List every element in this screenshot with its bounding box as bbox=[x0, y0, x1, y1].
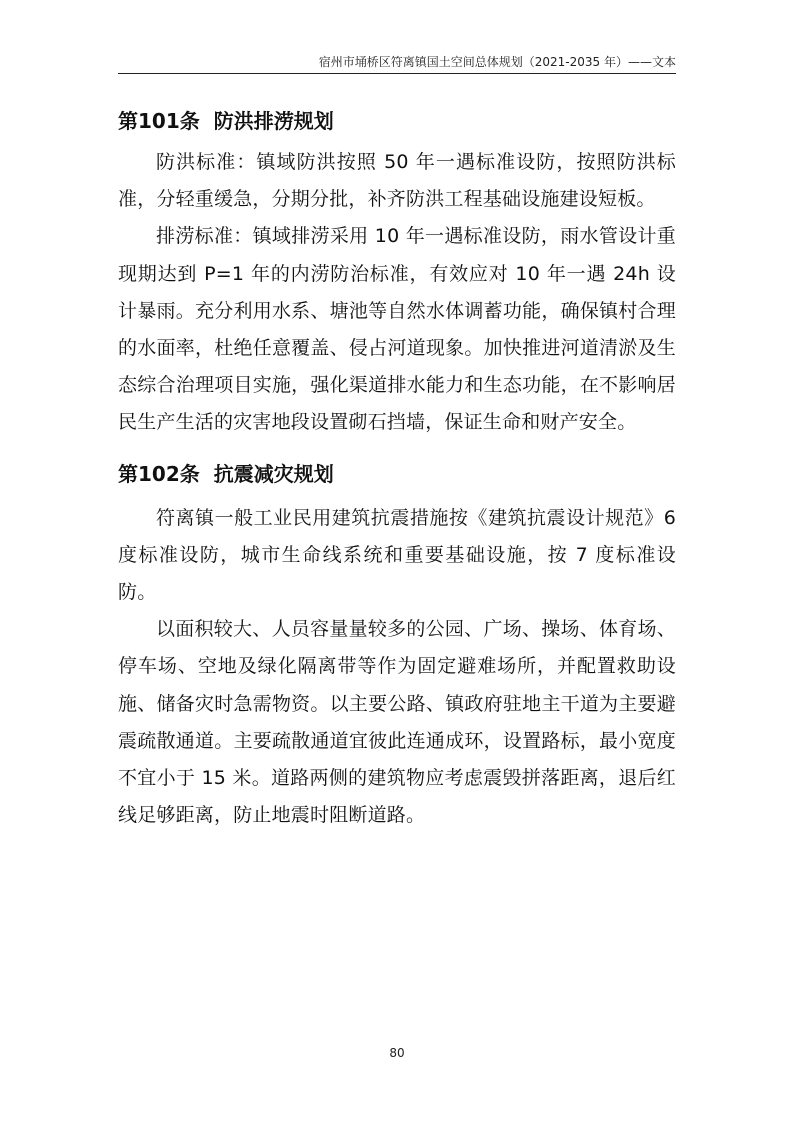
paragraph: 排涝标准：镇域排涝采用 10 年一遇标准设防，雨水管设计重现期达到 P=1 年的内涝防治标准，有效应对 10 年一遇 24h 设计暴雨。充分利用水系、塘池等自然水体调蓄功能，确保镇村合理的水面率，杜绝任意覆盖、侵占河道现象。加快推进河道清淤及生态综合治理项目实施，强化渠道排水能力和生态功能，在不影响居民生产生活的灾害地段设置砌石挡墙，保证生命和财产安全。 bbox=[118, 225, 676, 434]
running-header: 宿州市埇桥区符离镇国土空间总体规划（2021-2035 年）——文本 bbox=[318, 55, 676, 69]
paragraph: 防洪标准：镇域防洪按照 50 年一遇标准设防，按照防洪标准，分轻重缓急，分期分批，补齐防洪工程基础设施建设短板。 bbox=[118, 151, 676, 211]
paragraph: 以面积较大、人员容量量较多的公园、广场、操场、体育场、停车场、空地及绿化隔离带等作为固定避难场所，并配置救助设施、储备灾时急需物资。以主要公路、镇政府驻地主干道为主要避震疏散通道。主要疏散通道宜彼此连通成环，设置路标，最小宽度不宜小于 15 米。道路两侧的建筑物应考虑震毁拼落距离，退后红线足够距离，防止地震时阻断道路。 bbox=[118, 618, 676, 827]
section-heading-101 bbox=[118, 103, 676, 139]
section-number: 第102条 bbox=[118, 461, 200, 486]
section-title: 抗震减灾规划 bbox=[213, 461, 334, 486]
section-title: 防洪排涝规划 bbox=[213, 109, 334, 133]
header-divider bbox=[118, 73, 676, 74]
document-body bbox=[118, 103, 676, 834]
page-number: 80 bbox=[389, 1046, 405, 1060]
section-number: 第101条 bbox=[118, 109, 200, 133]
section-heading-102 bbox=[118, 456, 676, 492]
paragraph: 符离镇一般工业民用建筑抗震措施按《建筑抗震设计规范》6 度标准设防，城市生命线系统和重要基础设施，按 7 度标准设防。 bbox=[118, 506, 676, 604]
